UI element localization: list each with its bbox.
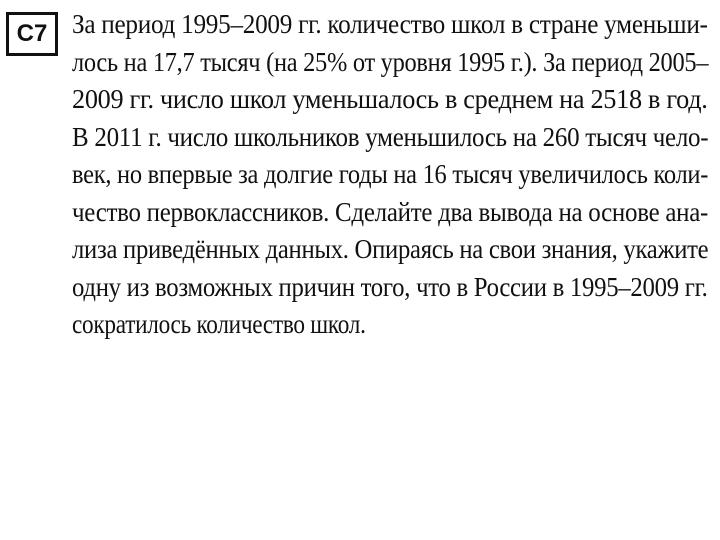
task-text-line: лось на 17,7 тысяч (на 25% от уровня 1995 г.). За период 2005– — [72, 46, 709, 77]
task-text-line: 2009 гг. число школ уменьшалось в среднем на 2518 в год. — [72, 84, 708, 114]
task-text-line: сократилось количество школ. — [72, 309, 366, 339]
task-text-line: век, но впервые за долгие годы на 16 тысяч увеличилось коли- — [72, 159, 709, 189]
task-text-line: В 2011 г. число школьников уменьшилось на 260 тысяч чело- — [72, 121, 709, 152]
task-text-line: лиза приведённых данных. Опираясь на свои знания, укажите — [72, 234, 709, 264]
task-text-line: одну из возможных причин того, что в России в 1995–2009 гг. — [72, 271, 708, 302]
task-text-line: За период 1995–2009 гг. количество школ в стране уменьши- — [72, 9, 708, 39]
task-text-line: чество первоклассников. Сделайте два вывода на основе ана- — [72, 196, 709, 227]
task-text — [72, 6, 708, 344]
task-number-label: C7 — [6, 12, 58, 56]
